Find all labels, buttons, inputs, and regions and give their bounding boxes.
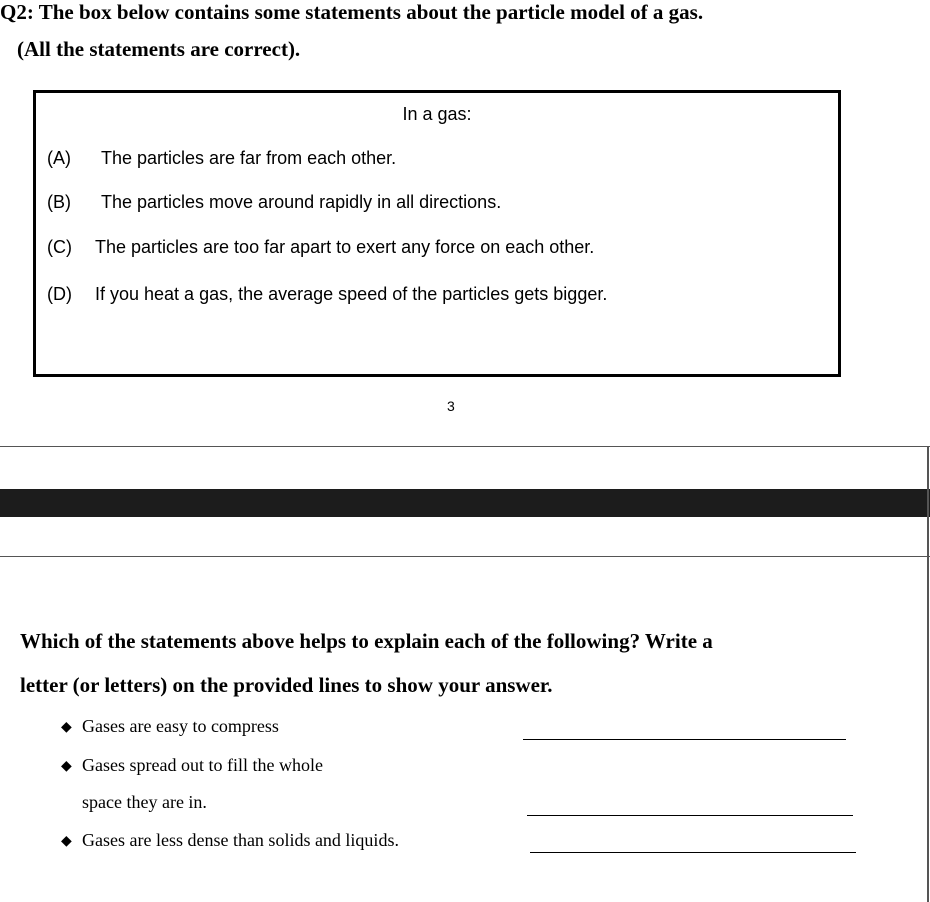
instruction-line-1: Which of the statements above helps to explain each of the following? Write a — [20, 629, 713, 653]
statement-a — [47, 148, 396, 169]
question-title: Q2: The box below contains some statements about the particle model of a gas. — [0, 0, 704, 24]
statements-box — [33, 90, 841, 377]
diamond-bullet-icon: ◆ — [61, 834, 72, 849]
item-text: Gases are easy to compress — [82, 716, 279, 736]
statement-letter: (D) — [47, 284, 72, 304]
page-break-band — [0, 489, 930, 517]
instruction-line-2: letter (or letters) on the provided lines to show your answer. — [20, 673, 553, 697]
statement-text: The particles are too far apart to exert any force on each other. — [95, 237, 595, 257]
statement-c — [47, 237, 594, 258]
page-number: 3 — [447, 398, 455, 414]
answer-line-3[interactable] — [530, 852, 856, 853]
answer-line-2[interactable] — [527, 815, 853, 816]
statement-letter: (B) — [47, 192, 71, 212]
page-break-rule-bottom — [0, 556, 930, 557]
item-text: Gases spread out to fill the whole — [82, 755, 323, 775]
statement-letter: (A) — [47, 148, 71, 168]
box-heading: In a gas: — [402, 104, 472, 124]
page-edge — [927, 446, 929, 902]
statement-letter: (C) — [47, 237, 72, 257]
diamond-bullet-icon: ◆ — [61, 720, 72, 735]
item-text: Gases are less dense than solids and liquids. — [82, 830, 399, 850]
diamond-bullet-icon: ◆ — [61, 759, 72, 774]
question-subtitle: (All the statements are correct). — [17, 37, 301, 61]
statement-text: The particles move around rapidly in all directions. — [101, 192, 502, 212]
page-break-rule-top — [0, 446, 930, 447]
statement-text: If you heat a gas, the average speed of the particles gets bigger. — [95, 284, 608, 304]
answer-line-1[interactable] — [523, 739, 846, 740]
statement-b — [47, 192, 501, 213]
item-text-continued: space they are in. — [82, 792, 207, 812]
statement-text: The particles are far from each other. — [101, 148, 397, 168]
statement-d — [47, 284, 607, 305]
